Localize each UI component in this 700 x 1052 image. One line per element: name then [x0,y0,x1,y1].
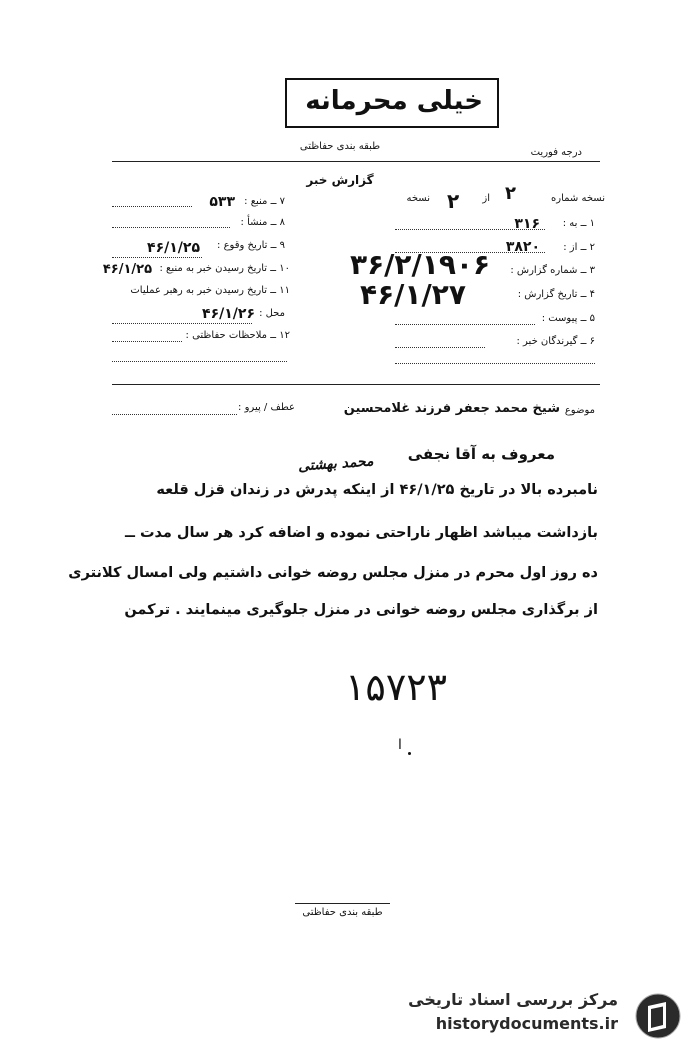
field-recipients-line1 [395,347,485,348]
subject-value: شیخ محمد جعفر فرزند غلامحسین [343,401,560,416]
small-ink-dot [408,752,411,755]
handwritten-file-number: ۱۵۷۲۳ [345,665,448,709]
reference-label: عطف / پیرو : [238,402,295,413]
field-report-date-label: ۴ ــ تاریخ گزارش : [517,289,595,300]
body-line-1: نامبرده بالا در تاریخ ۴۶/۱/۲۵ از اینکه پدرش در زندان قزل قلعه [156,482,598,498]
field-from-label: ۲ ــ از : [563,242,595,253]
field-security-notes-line2 [112,361,287,362]
field-attachment-line [395,324,535,325]
field-attachment-label: ۵ ــ پیوست : [541,313,595,324]
field-origin-line [112,227,230,228]
subject-label: موضوع [564,405,595,416]
archive-title: مرکز بررسی اسناد تاریخی [408,990,618,1009]
field-received-source-label: ۱۰ ــ تاریخ رسیدن خبر به منبع : [159,263,290,274]
classification-label: طبقه بندی حفاظتی [299,141,381,152]
field-report-date-value: ۴۶/۱/۲۷ [360,278,466,311]
report-title: گزارش خبر [306,173,374,187]
field-origin-label: ۸ ــ منشأ : [240,217,285,228]
footer-classification-label: طبقه بندی حفاظتی [302,907,383,918]
body-line-2: بازداشت میباشد اظهار ناراحتی نموده و اضافه کرد هر سال مدت ــ [125,525,598,541]
field-occurrence-label: ۹ ــ تاریخ وقوع : [217,240,285,251]
reference-line [112,414,237,415]
field-place-label: محل : [259,308,285,319]
handwritten-annotation: محمد بهشتی [297,453,375,475]
field-copy-of-label: از [482,193,490,204]
field-to-line [395,229,545,230]
classification-stamp-text: خیلی محرمانه [305,86,483,116]
body-line-3: ده روز اول محرم در منزل مجلس روضه خوانی داشتیم ولی امسال کلانتری [68,565,598,581]
field-occurrence-value: ۴۶/۱/۲۵ [147,240,200,256]
small-ink-mark: ا [398,737,402,753]
field-source-label: ۷ ــ منبع : [244,196,285,207]
field-copy-unit-label: نسخه [406,193,430,204]
body-line-4: از برگذاری مجلس روضه خوانی در منزل جلوگیری مینمایند . ترکمن [124,602,598,618]
archive-logo-icon [634,992,682,1040]
field-copy-number-value: ۲ [505,183,516,204]
field-source-value: ۵۳۳ [209,194,235,210]
field-place-value: ۴۶/۱/۲۶ [202,306,255,322]
field-report-number-value: ۳۶/۲/۱۹۰۶ [350,248,491,281]
field-occurrence-line [112,257,202,258]
field-from-value: ۳۸۲۰ [505,239,540,255]
archive-url: historydocuments.ir [435,1014,618,1033]
header-divider [112,161,600,162]
field-copy-of-value: ۲ [447,189,460,213]
urgency-label: درجه فوریت [530,147,582,158]
field-source-line [112,206,192,207]
field-to-label: ۱ ــ به : [562,218,595,229]
field-received-source-value: ۴۶/۱/۲۵ [102,262,152,277]
field-received-ops-label: ۱۱ ــ تاریخ رسیدن خبر به رهبر عملیات [130,285,290,296]
classification-stamp [285,78,499,128]
field-security-notes-line1 [112,341,182,342]
field-report-number-label: ۳ ــ شماره گزارش : [510,265,595,276]
field-place-line [112,323,252,324]
field-copy-number-label: نسخه شماره [551,193,605,204]
footer-rule [295,903,390,904]
field-to-value: ۳۱۶ [514,216,540,232]
field-recipients-line2 [395,363,595,364]
addressee: معروف به آقا نجفی [407,445,555,463]
field-recipients-label: ۶ ــ گیرندگان خبر : [516,336,595,347]
archive-watermark [410,990,690,1042]
fields-divider [112,384,600,385]
field-security-notes-label: ۱۲ ــ ملاحظات حفاظتی : [185,330,290,341]
